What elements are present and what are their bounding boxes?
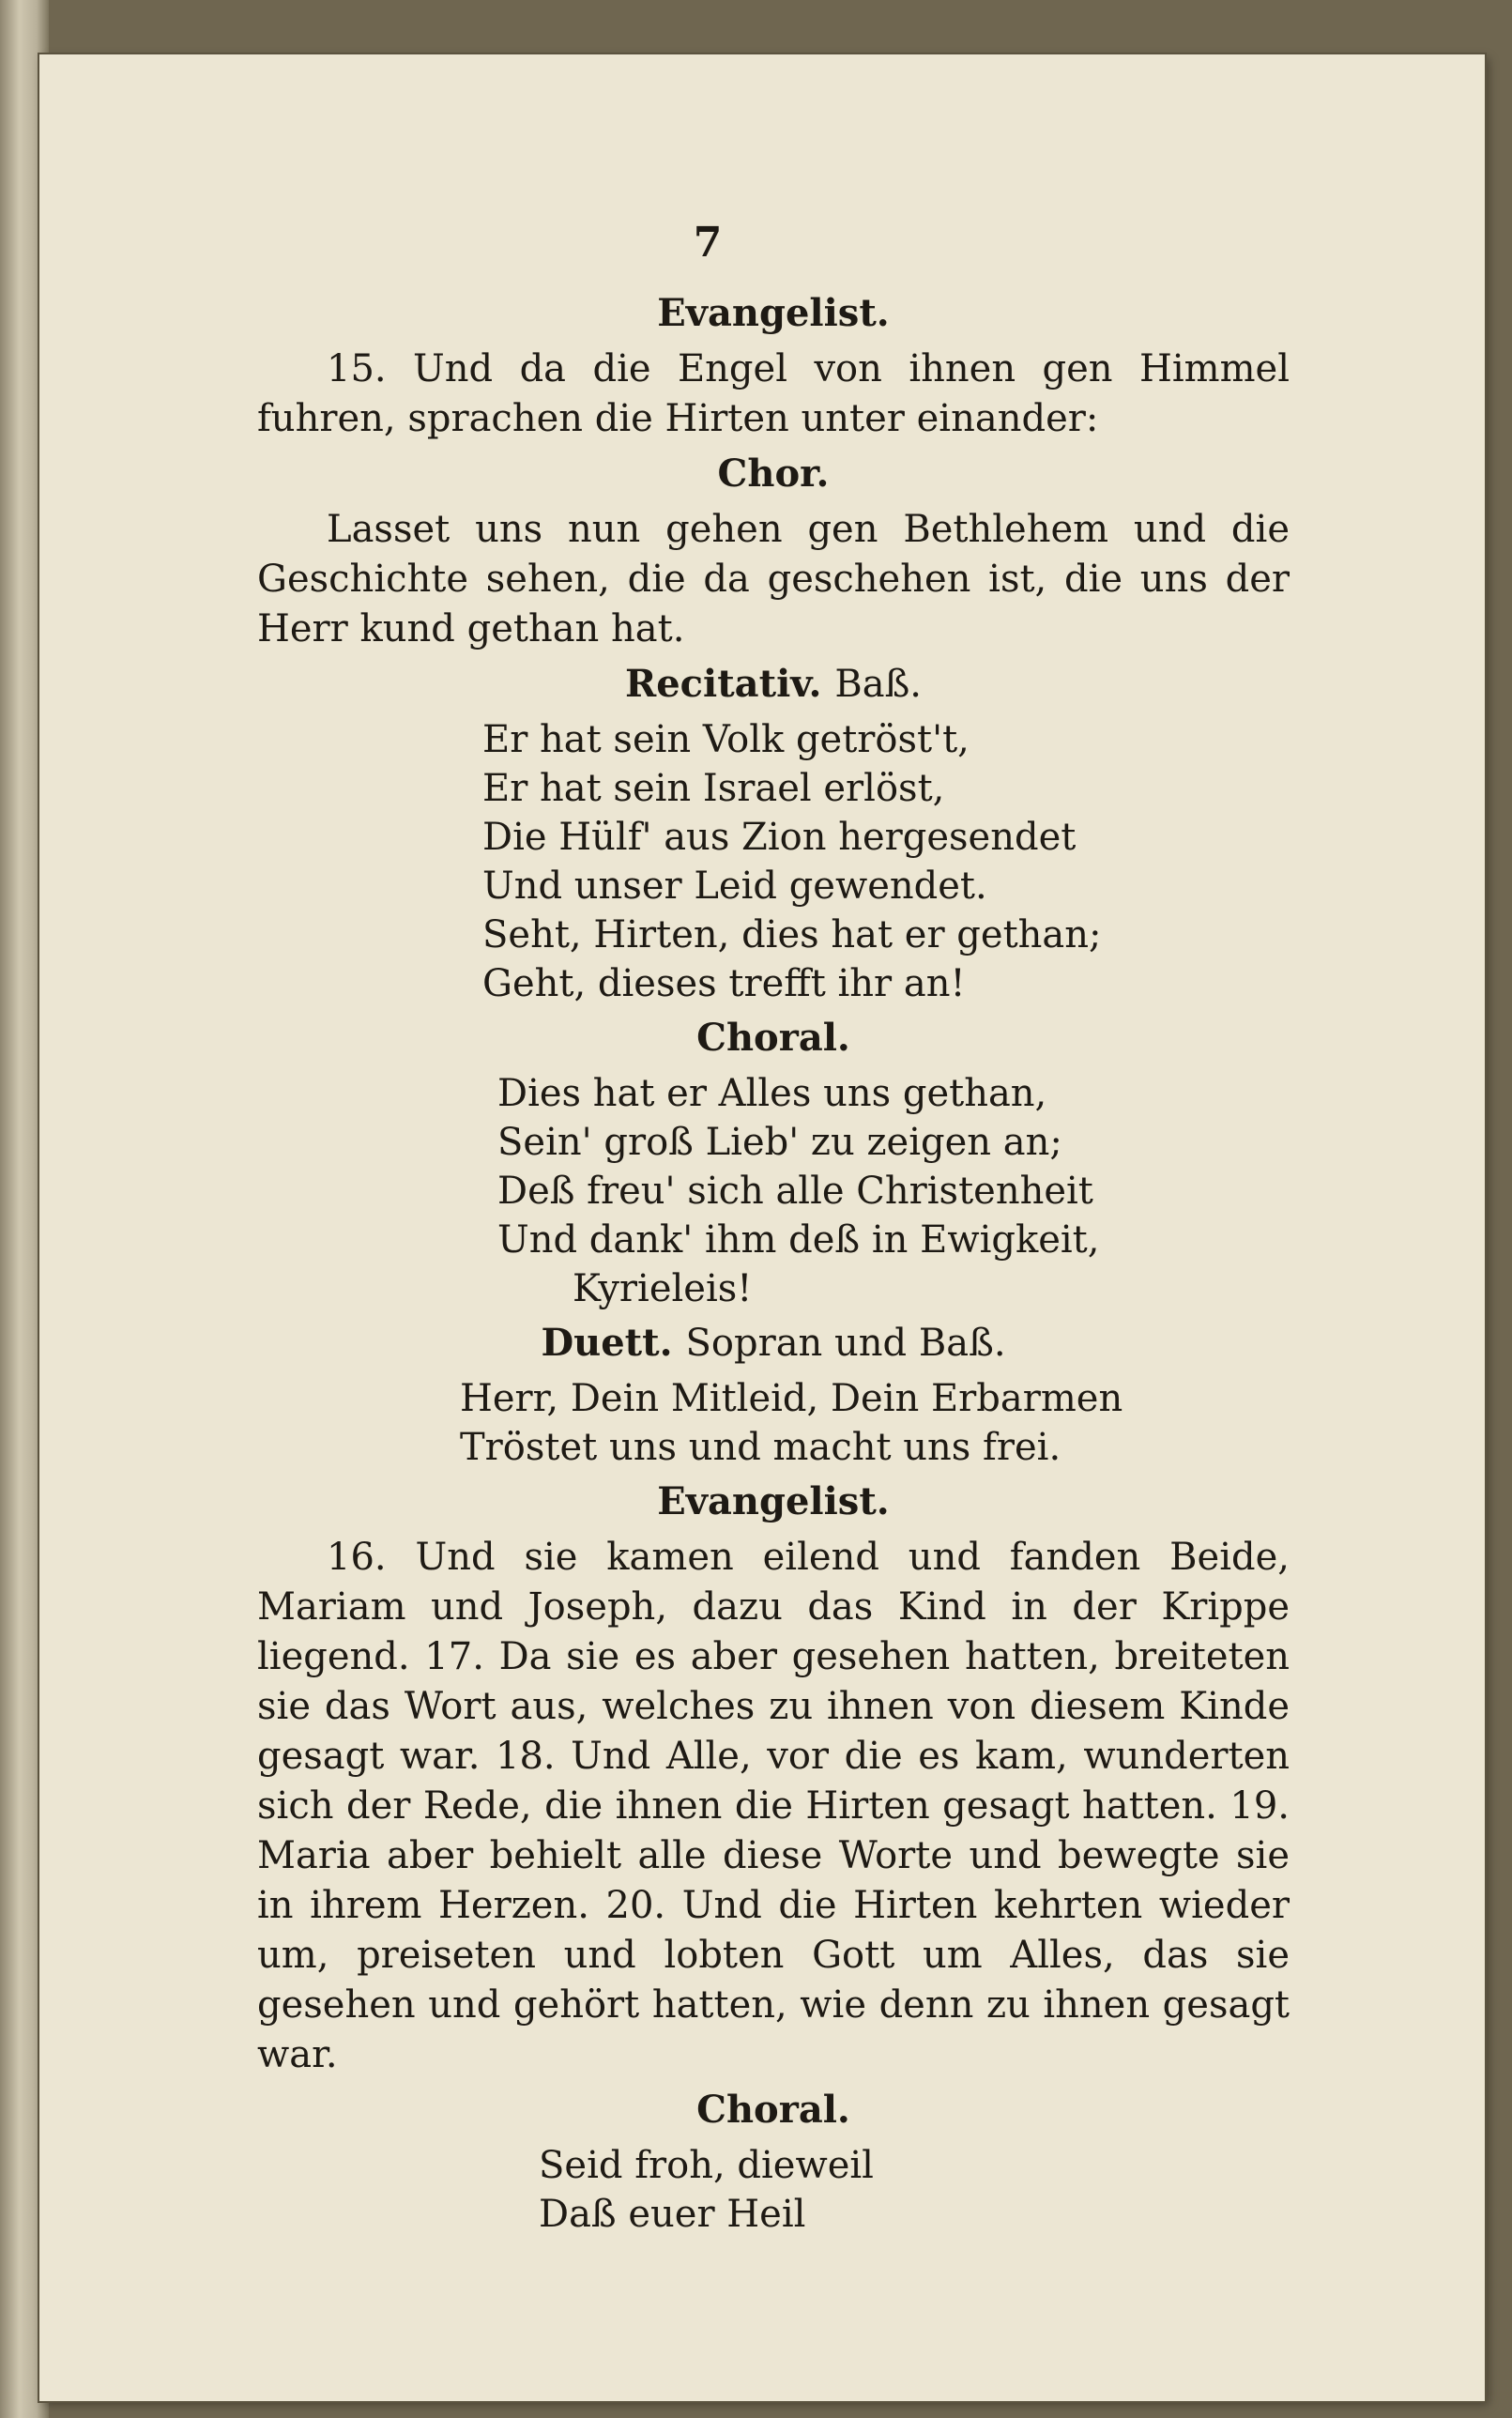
paragraph-chor: Lasset uns nun gehen gen Bethlehem und die Geschichte sehen, die da geschehen ist, die uns der Herr kund gethan hat. — [257, 508, 1290, 650]
verse-line: Und unser Leid gewendet. — [482, 865, 987, 908]
duett-title: Duett. — [541, 1321, 673, 1365]
recitativ-verse — [257, 715, 1290, 1008]
verse-line: Daß euer Heil — [539, 2193, 806, 2236]
heading-duett — [257, 1321, 1290, 1365]
choral-1-verse — [257, 1069, 1290, 1313]
heading-choral-1: Choral. — [696, 1016, 850, 1060]
verse-line: Seht, Hirten, dies hat er gethan; — [482, 913, 1102, 956]
page-text — [257, 219, 1290, 2239]
verse-line: Er hat sein Volk getröst't, — [482, 718, 970, 761]
verse-line: Deß freu' sich alle Christenheit — [497, 1170, 1093, 1213]
verse-line: Herr, Dein Mitleid, Dein Erbarmen — [460, 1377, 1123, 1420]
verse-line: Sein' groß Lieb' zu zeigen an; — [497, 1121, 1062, 1164]
page-number: 7 — [693, 219, 723, 267]
heading-chor: Chor. — [717, 451, 830, 496]
heading-evangelist-1: Evangelist. — [657, 291, 890, 335]
duett-verse — [257, 1374, 1290, 1472]
book-page — [39, 54, 1485, 2401]
verse-line: Seid froh, dieweil — [539, 2144, 874, 2187]
recitativ-voice: Baß. — [834, 663, 923, 706]
heading-choral-2: Choral. — [696, 2088, 850, 2132]
verse-line: Er hat sein Israel erlöst, — [482, 767, 945, 810]
duett-voices: Sopran und Baß. — [685, 1322, 1006, 1365]
recitativ-title: Recitativ. — [624, 662, 822, 706]
verse-line: Und dank' ihm deß in Ewigkeit, — [497, 1218, 1100, 1262]
heading-evangelist-2: Evangelist. — [657, 1479, 890, 1523]
verse-line: Tröstet uns und macht uns frei. — [460, 1426, 1061, 1469]
paragraph-evangelist-2: 16. Und sie kamen eilend und fanden Beide, Mariam und Joseph, dazu das Kind in der Krippe liegend. 17. Da sie es aber gesehen hatten, breiteten sie das Wort aus, welches zu ihnen von diesem Kinde gesagt war. 18. Und Alle, vor die es kam, wunderten sich der Rede, die ihnen die Hirten gesagt hatten. 19. Maria aber behielt alle diese Worte und bewegte sie in ihrem Herzen. 20. Und die Hirten kehrten wieder um, preiseten und lobten Gott um Alles, das sie gesehen und gehört hatten, wie denn zu ihnen gesagt war. — [257, 1536, 1290, 2076]
verse-line: Dies hat er Alles uns gethan, — [497, 1072, 1047, 1115]
choral-2-verse — [257, 2141, 1290, 2239]
paragraph-evangelist-1: 15. Und da die Engel von ihnen gen Himmel fuhren, sprachen die Hirten unter einander: — [257, 347, 1290, 440]
verse-line: Die Hülf' aus Zion hergesendet — [482, 816, 1077, 859]
heading-recitativ — [257, 662, 1290, 706]
verse-line: Kyrieleis! — [573, 1267, 753, 1310]
verse-line: Geht, dieses trefft ihr an! — [482, 962, 966, 1005]
